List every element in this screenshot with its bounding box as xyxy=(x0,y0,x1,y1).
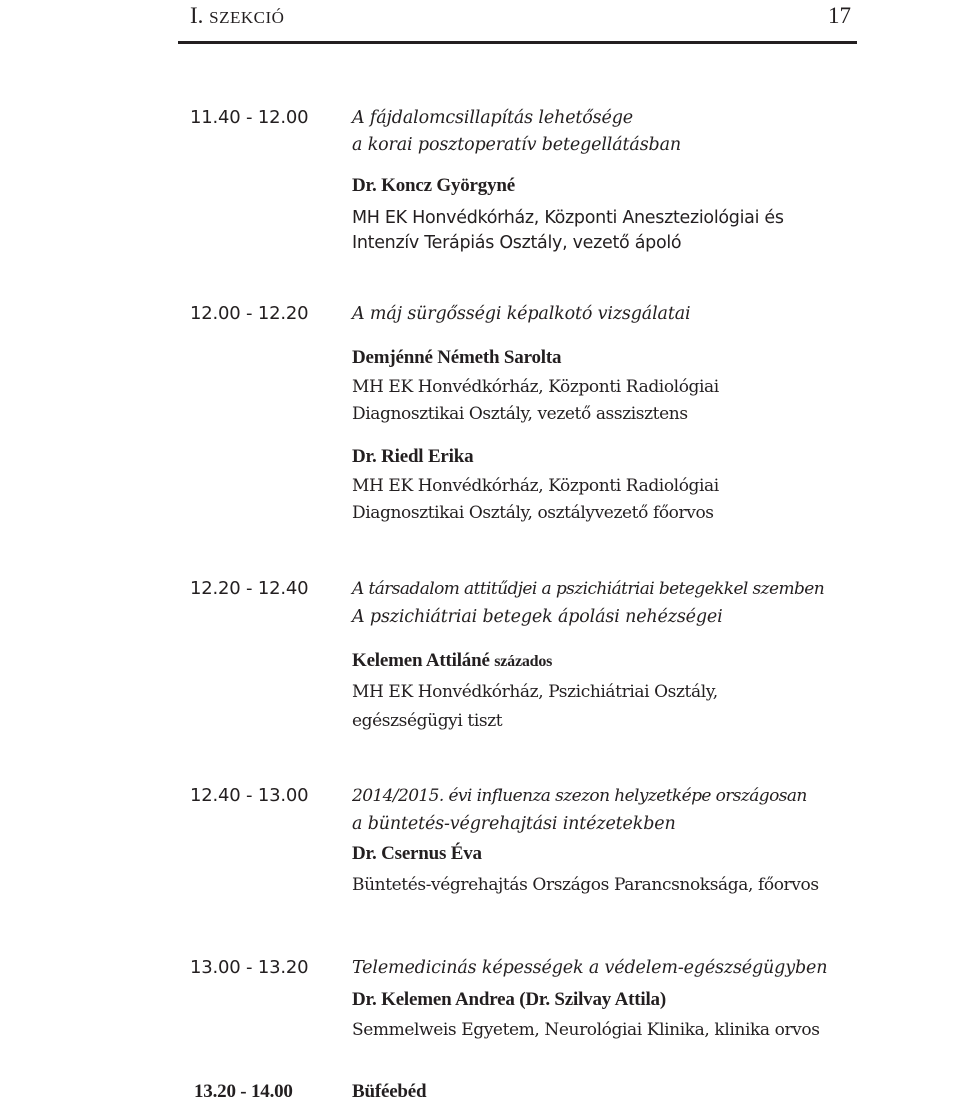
speaker-affiliation: Intenzív Terápiás Osztály, vezető ápoló xyxy=(352,233,682,253)
session-title: A pszichiátriai betegek ápolási nehézségei xyxy=(352,607,723,627)
session-title: Telemedicinás képességek a védelem-egészségügyben xyxy=(352,958,828,978)
session-time: 12.40 - 13.00 xyxy=(190,785,309,806)
speaker-affiliation: Büntetés-végrehajtás Országos Parancsnoksága, főorvos xyxy=(352,875,819,895)
session-time: 12.20 - 12.40 xyxy=(190,578,309,599)
speaker-name-text: Kelemen Attiláné xyxy=(352,650,490,671)
speaker-affiliation: egészségügyi tiszt xyxy=(352,711,503,731)
section-numeral: I. xyxy=(190,3,204,28)
speaker-name: Dr. Csernus Éva xyxy=(352,843,482,864)
session-title: a büntetés-végrehajtási intézetekben xyxy=(352,814,676,834)
session-title: a korai posztoperatív betegellátásban xyxy=(352,135,681,155)
session-label: Büféebéd xyxy=(352,1081,427,1102)
speaker-rank: százados xyxy=(494,653,553,670)
session-time: 12.00 - 12.20 xyxy=(190,303,309,324)
speaker-affiliation: Semmelweis Egyetem, Neurológiai Klinika, klinika orvos xyxy=(352,1020,820,1040)
speaker-affiliation: Diagnosztikai Osztály, osztályvezető főorvos xyxy=(352,503,714,523)
speaker-name: Demjénné Németh Sarolta xyxy=(352,347,562,368)
speaker-name: Dr. Riedl Erika xyxy=(352,446,474,467)
section-title xyxy=(190,3,284,29)
session-time: 13.20 - 14.00 xyxy=(194,1081,293,1102)
page-number: 17 xyxy=(828,3,851,28)
session-title: A fájdalomcsillapítás lehetősége xyxy=(352,108,633,128)
speaker-name: Dr. Koncz Györgyné xyxy=(352,175,515,196)
speaker-name: Dr. Kelemen Andrea (Dr. Szilvay Attila) xyxy=(352,989,666,1010)
speaker-affiliation: MH EK Honvédkórház, Pszichiátriai Osztály, xyxy=(352,682,718,702)
speaker-affiliation: Diagnosztikai Osztály, vezető asszisztens xyxy=(352,404,688,424)
session-title: 2014/2015. évi influenza szezon helyzetképe országosan xyxy=(352,786,807,806)
speaker-name xyxy=(352,650,552,673)
speaker-affiliation: MH EK Honvédkórház, Központi Radiológiai xyxy=(352,476,719,496)
session-title: A társadalom attitűdjei a pszichiátriai betegekkel szemben xyxy=(352,579,825,599)
session-time: 13.00 - 13.20 xyxy=(190,957,309,978)
session-time: 11.40 - 12.00 xyxy=(190,107,309,128)
speaker-affiliation: MH EK Honvédkórház, Központi Aneszteziológiai és xyxy=(352,208,784,228)
page-header xyxy=(178,0,857,44)
session-title: A máj sürgősségi képalkotó vizsgálatai xyxy=(352,304,691,324)
speaker-affiliation: MH EK Honvédkórház, Központi Radiológiai xyxy=(352,377,719,397)
section-word: SZEKCIÓ xyxy=(209,8,285,27)
